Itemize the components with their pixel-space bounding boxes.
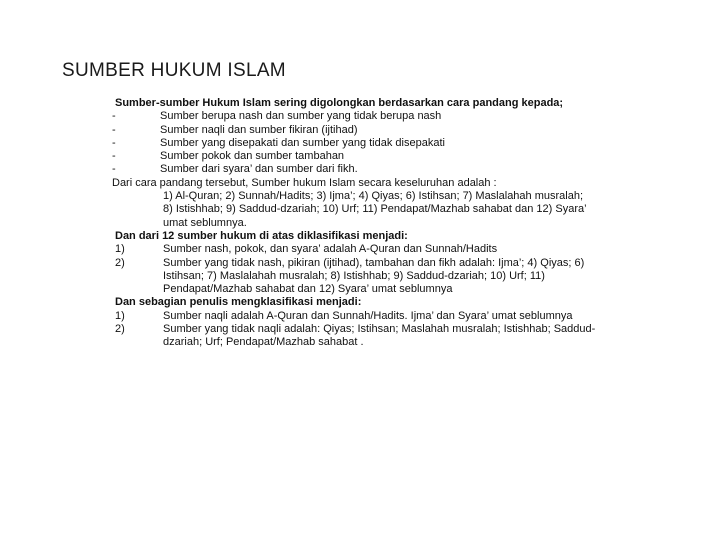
dash-list-item — [112, 110, 615, 123]
dash-marker: - — [112, 163, 116, 176]
dash-marker: - — [112, 136, 116, 149]
dash-list-item — [112, 124, 615, 137]
dash-list-item — [112, 137, 615, 150]
dash-item-text: Sumber pokok dan sumber tambahan — [160, 150, 345, 163]
dash-item-text: Sumber berupa nash dan sumber yang tidak berupa nash — [160, 110, 442, 123]
overall-source-list: 1) Al-Quran; 2) Sunnah/Hadits; 3) Ijma’; 4) Qiyas; 6) Istihsan; 7) Maslalahah musralah; 8) Istishhab; 9) Saddud-dzariah; 10) Urf; 11) Pendapat/Mazhab sahabat dan 12) Syara’ umat seblumnya. — [163, 190, 587, 229]
classification-1-item — [115, 243, 615, 256]
classification-item-text: Sumber yang tidak nash, pikiran (ijtihad), tambahan dan fikh adalah: Ijma’; 4) Qiyas; 6) Istihsan; 7) Maslalahah musralah; 8) Istishhab; 9) Saddud-dzariah; 10) Urf; 11) Pendapat/Mazhab sahabat dan 12) Syara’ umat seblumnya — [163, 256, 585, 296]
dash-marker: - — [112, 123, 116, 136]
classification-item-text: Sumber naqli adalah A-Quran dan Sunnah/Hadits. Ijma’ dan Syara’ umat seblumnya — [163, 309, 573, 322]
dash-marker: - — [112, 150, 116, 163]
classification-1-item — [115, 257, 615, 297]
slide-body — [112, 97, 615, 350]
classification-heading-2: Dan sebagian penulis mengklasifikasi menjadi: — [115, 296, 362, 309]
classification-2-item — [115, 323, 615, 350]
number-marker: 2) — [115, 256, 125, 269]
dash-marker: - — [112, 110, 116, 123]
number-marker: 1) — [115, 309, 125, 322]
dash-list-item — [112, 150, 615, 163]
classification-item-text: Sumber nash, pokok, dan syara’ adalah A-Quran dan Sunnah/Hadits — [163, 243, 498, 256]
slide-title: SUMBER HUKUM ISLAM — [62, 60, 286, 81]
intro-text: Sumber-sumber Hukum Islam sering digolongkan berdasarkan cara pandang kepada; — [115, 97, 564, 109]
classification-heading-1: Dan dari 12 sumber hukum di atas diklasifikasi menjadi: — [115, 229, 408, 242]
classification-item-text: Sumber yang tidak naqli adalah: Qiyas; Istihsan; Maslahah musralah; Istishhab; Saddud-dzariah; Urf; Pendapat/Mazhab sahabat . — [163, 323, 596, 349]
dash-item-text: Sumber yang disepakati dan sumber yang tidak disepakati — [160, 136, 445, 149]
dash-list-item — [112, 163, 615, 176]
overall-intro: Dari cara pandang tersebut, Sumber hukum Islam secara keseluruhan adalah : — [112, 176, 497, 189]
classification-2-item — [115, 310, 615, 323]
number-marker: 1) — [115, 243, 125, 256]
number-marker: 2) — [115, 323, 125, 336]
dash-item-text: Sumber naqli dan sumber fikiran (ijtihad) — [160, 123, 358, 136]
dash-item-text: Sumber dari syara’ dan sumber dari fikh. — [160, 163, 358, 176]
